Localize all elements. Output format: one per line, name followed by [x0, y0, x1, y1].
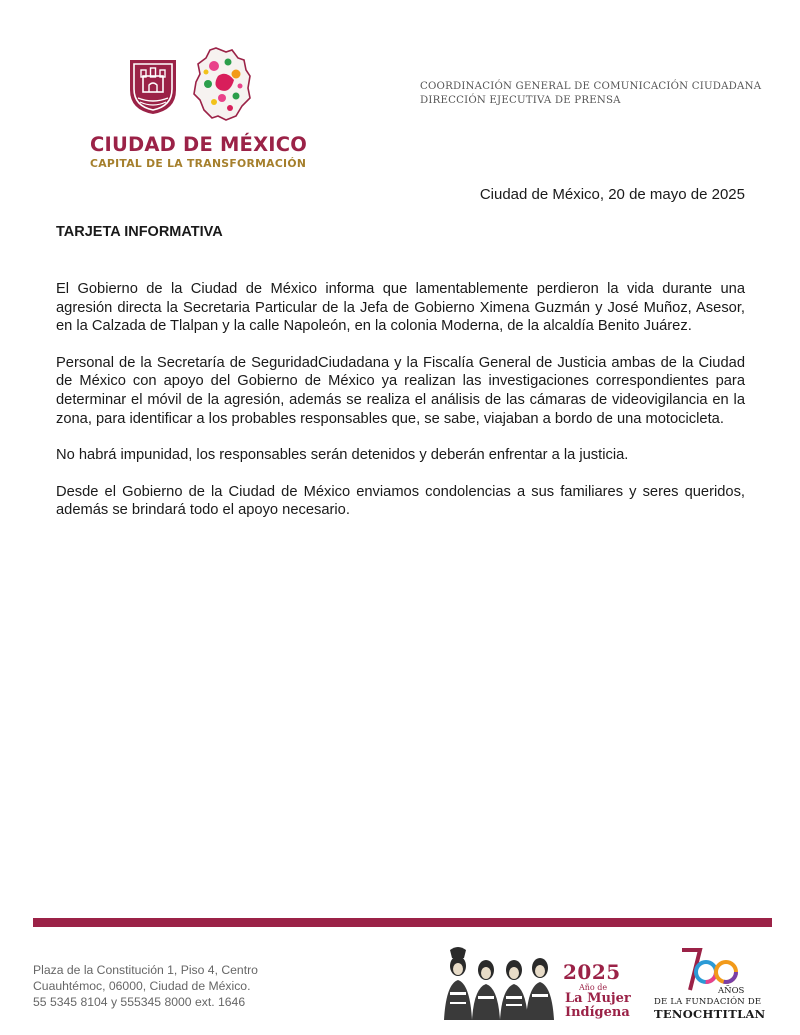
address-line-1: Plaza de la Constitución 1, Piso 4, Centro: [33, 963, 258, 977]
address-line-2: Cuauhtémoc, 06000, Ciudad de México.: [33, 979, 251, 993]
paragraph: Desde el Gobierno de la Ciudad de México enviamos condolencias a sus familiares y seres queridos, además se brindará todo el apoyo necesario.: [56, 483, 745, 519]
org-name: CIUDAD DE MÉXICO: [90, 133, 308, 156]
issuing-office-line-1: COORDINACIÓN GENERAL DE COMUNICACIÓN CIUDADANA: [420, 81, 762, 92]
footer-rule: [33, 918, 772, 927]
document-body: [56, 280, 745, 538]
footer-address: [33, 962, 258, 1010]
issuing-office-line-2: DIRECCIÓN EJECUTIVA DE PRENSA: [420, 95, 621, 106]
decorated-city-map-icon: [192, 46, 252, 122]
document-title: TARJETA INFORMATIVA: [56, 224, 223, 240]
year-of-indigenous-women-logo: [563, 960, 631, 1020]
year-title-line-1: La Mujer: [565, 991, 631, 1006]
org-tagline: CAPITAL DE LA TRANSFORMACIÓN: [90, 157, 307, 170]
indigenous-women-illustration: [438, 944, 560, 1020]
year-number: 2025: [563, 960, 621, 984]
anniversary-title: TENOCHTITLAN: [654, 1007, 766, 1021]
paragraph: Personal de la Secretaría de SeguridadCiudadana y la Fiscalía General de Justicia ambas de la Ciudad de México con apoyo del Gobierno de México ya realizan las investigaciones correspondientes para determinar el móvil de la agresión, además se realiza el análisis de las cámaras de videovigilancia en la zona, para identificar a los probables responsables que, se sabe, viajaban a bordo de una motocicleta.: [56, 354, 745, 427]
paragraph: El Gobierno de la Ciudad de México informa que lamentablemente perdieron la vida durante una agresión directa la Secretaria Particular de la Jefa de Gobierno Ximena Guzmán y José Muñoz, Asesor, en la Calzada de Tlalpan y la calle Napoleón, en la colonia Moderna, de la alcaldía Benito Juárez.: [56, 281, 745, 335]
document-date: Ciudad de México, 20 de mayo de 2025: [479, 186, 745, 203]
address-line-3: 55 5345 8104 y 555345 8000 ext. 1646: [33, 995, 246, 1009]
tenochtitlan-anniversary-logo: [652, 946, 766, 1022]
coat-of-arms-icon: [128, 58, 178, 116]
paragraph: No habrá impunidad, los responsables serán detenidos y deberán enfrentar a la justicia.: [56, 447, 629, 464]
cdmx-logo: [90, 44, 308, 174]
issuing-office: [420, 80, 761, 108]
anniversary-anos: AÑOS: [718, 986, 745, 996]
anniversary-subtitle: DE LA FUNDACIÓN DE: [654, 997, 762, 1007]
year-title-line-2: Indígena: [565, 1005, 630, 1020]
year-caption: Año de: [579, 983, 608, 992]
